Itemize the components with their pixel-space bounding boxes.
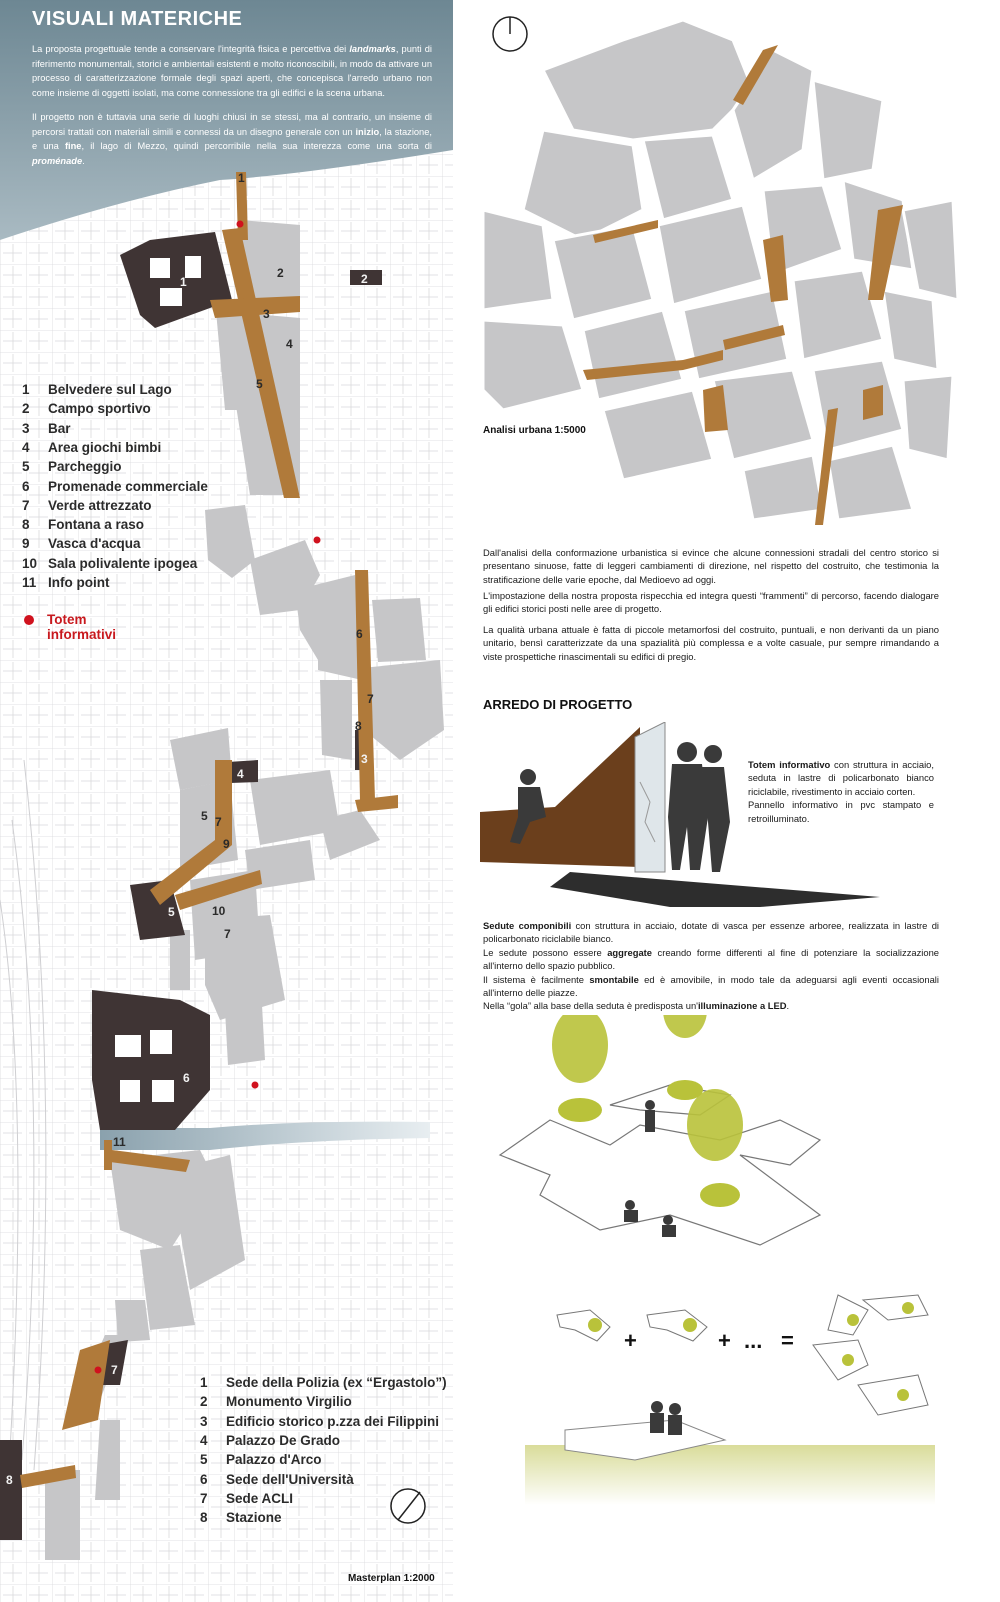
page-title: VISUALI MATERICHE xyxy=(32,8,243,30)
legend-item-number: 1 xyxy=(200,1375,208,1390)
legend-item-number: 4 xyxy=(200,1432,208,1448)
legend-item-number: 4 xyxy=(22,439,30,455)
analysis-paragraph-2: L'impostazione della nostra proposta rispecchia ed integra questi “frammenti” di percorso, facendo dialogare gli edifici storici posti nelle aree di progetto. xyxy=(483,590,939,615)
svg-text:1: 1 xyxy=(238,171,245,185)
legend-item-number: 8 xyxy=(22,517,30,533)
legend-item-number: 2 xyxy=(200,1394,208,1410)
legend-item-number: 2 xyxy=(22,401,30,417)
legend-item-label: Info point xyxy=(48,575,110,590)
legend-item-number: 6 xyxy=(22,478,30,494)
lawn xyxy=(525,1445,935,1505)
urban-analysis-map xyxy=(483,10,963,530)
legend-item-number: 6 xyxy=(200,1471,208,1487)
modular-seating-illustration xyxy=(490,1015,850,1265)
svg-text:2: 2 xyxy=(361,272,368,286)
legend-item-number: 3 xyxy=(22,420,30,436)
legend-item-label: Verde attrezzato xyxy=(48,497,152,513)
analysis-paragraph-3: La qualità urbana attuale è fatta di piccole metamorfosi del costruito, puntuali, e non derivanti da un piano unitario, bensì caratterizzate da una spazialità più complessa e a volte casuale, pur sempre rimandando a viste prospettiche rinascimentali su edifici di pregio. xyxy=(483,624,939,662)
legend-item-number: 9 xyxy=(22,536,30,552)
legend-item-label: Edificio storico p.zza dei Filippini xyxy=(226,1413,440,1429)
legend-item-number: 10 xyxy=(22,555,38,571)
landmark-8 xyxy=(0,1440,22,1540)
corten-bench xyxy=(480,727,640,867)
svg-text:2: 2 xyxy=(277,266,284,280)
legend-item-label: Stazione xyxy=(226,1510,282,1526)
bench-lawn-illustration xyxy=(525,1385,935,1505)
svg-text:6: 6 xyxy=(356,627,363,641)
module-b-icon xyxy=(645,1305,715,1345)
legend-item-label: Belvedere sul Lago xyxy=(48,382,172,397)
legend-item-number: 5 xyxy=(200,1452,208,1468)
svg-text:4: 4 xyxy=(237,767,244,781)
seat-modules xyxy=(500,1085,820,1245)
project-legend xyxy=(22,382,232,612)
svg-text:5: 5 xyxy=(256,377,263,391)
legend-item-number: 3 xyxy=(200,1413,208,1429)
landmark-6 xyxy=(92,990,210,1130)
svg-text:7: 7 xyxy=(224,927,231,941)
legend-item-label: Parcheggio xyxy=(48,459,122,475)
svg-text:1: 1 xyxy=(180,275,187,289)
legend-item-number: 7 xyxy=(200,1490,208,1506)
shadow xyxy=(550,872,880,907)
svg-text:7: 7 xyxy=(111,1363,118,1377)
building-legend xyxy=(200,1375,447,1535)
ellipsis: ... xyxy=(744,1328,763,1353)
legend-item-label: Sede della Polizia (ex “Ergastolo”) xyxy=(226,1375,447,1390)
svg-text:10: 10 xyxy=(212,904,226,918)
urban-analysis-caption: Analisi urbana 1:5000 xyxy=(483,425,586,436)
north-arrow-urban xyxy=(493,17,527,51)
plus-sign-2: + xyxy=(718,1328,731,1353)
legend-item-label: Monumento Virgilio xyxy=(226,1394,352,1410)
sedute-description: Sedute componibili con struttura in acciaio, dotate di vasca per essenze arboree, realizzata in lastre di policarbonato riciclabile bianco. Le sedute possono essere aggregate creando forme differenti al fine di potenziare la socializzazione all'interno dello spazio pubblico. Il sistema è facilmente smontabile ed è amovibile, in modo tale da adeguarsi agli eventi occasionali all'interno delle piazze. Nella “gola” alla base della seduta è predisposta un'illuminazione a LED. xyxy=(483,920,940,1012)
totem-legend-label: Totem informativi xyxy=(47,612,117,642)
svg-text:11: 11 xyxy=(113,1135,126,1149)
legend-item-label: Sede dell'Università xyxy=(226,1471,354,1487)
plus-sign-1: + xyxy=(624,1328,637,1353)
svg-text:3: 3 xyxy=(263,307,270,321)
masterplan-caption: Masterplan 1:2000 xyxy=(348,1573,435,1584)
legend-item-label: Bar xyxy=(48,420,71,436)
svg-text:8: 8 xyxy=(355,719,362,733)
info-panel xyxy=(635,722,665,872)
analysis-paragraph-1: Dall'analisi della conformazione urbanistica si evince che alcune connessioni stradali del centro storico si presentano sinuose, fatte di leggeri cambiamenti di direzione, nel rispetto del costruito, che testimonia la stratificazione delle varie epoche, dal Medioevo ad oggi. xyxy=(483,547,939,585)
svg-text:7: 7 xyxy=(367,692,374,706)
legend-item-label: Area giochi bimbi xyxy=(48,439,162,455)
svg-text:7: 7 xyxy=(215,815,222,829)
svg-text:3: 3 xyxy=(361,752,368,766)
totem-description: Totem informativo con struttura in acciaio, seduta in lastre di policarbonato bianco riciclabile, rivestimento in acciaio corten. Pannello informativo in pvc stampato e retroilluminato. xyxy=(748,759,934,824)
arredo-section-title: ARREDO DI PROGETTO xyxy=(483,697,633,712)
svg-text:9: 9 xyxy=(223,837,230,851)
legend-item-label: Vasca d'acqua xyxy=(48,536,141,552)
svg-text:5: 5 xyxy=(168,905,175,919)
svg-text:8: 8 xyxy=(6,1473,13,1487)
intro-paragraph-2: Il progetto non è tuttavia una serie di luoghi chiusi in se stessi, ma al contrario, un insieme di percorsi trattati con materiali simili e connessi da un disegno generale con un inizio, la stazione, e una fine, il lago di Mezzo, quindi percorribile nella sua interezza come una sorta di proménade. xyxy=(32,112,432,166)
equals-sign: = xyxy=(781,1328,794,1353)
legend-item-label: Fontana a raso xyxy=(48,517,145,533)
masterplan-map xyxy=(0,0,455,1602)
legend-item-label: Sede ACLI xyxy=(226,1490,294,1506)
module-a-icon xyxy=(555,1305,615,1345)
svg-text:6: 6 xyxy=(183,1071,190,1085)
legend-item-number: 7 xyxy=(22,497,30,513)
legend-item-label: Sala polivalente ipogea xyxy=(48,555,198,571)
legend-item-label: Promenade commerciale xyxy=(48,478,208,494)
legend-item-label: Palazzo d'Arco xyxy=(226,1452,322,1468)
svg-text:5: 5 xyxy=(201,809,208,823)
legend-item-number: 1 xyxy=(22,382,30,397)
legend-item-label: Palazzo De Grado xyxy=(226,1432,341,1448)
totem-dot-icon xyxy=(24,615,34,625)
legend-item-number: 5 xyxy=(22,459,30,475)
svg-text:4: 4 xyxy=(286,337,293,351)
legend-item-number: 8 xyxy=(200,1510,208,1526)
legend-item-number: 11 xyxy=(22,575,37,590)
intro-paragraph-1: La proposta progettuale tende a conservare l'integrità fisica e percettiva dei landmarks, punti di riferimento monumentali, storici e ambientali esistenti e molto riconoscibili, in modo da attivare un processo di caratterizzazione formale degli spazi aperti, che concepisca l'arredo urbano non come insieme di oggetti isolati, ma come connessione tra gli edifici e la scena urbana. xyxy=(32,44,432,98)
legend-item-label: Campo sportivo xyxy=(48,401,151,417)
